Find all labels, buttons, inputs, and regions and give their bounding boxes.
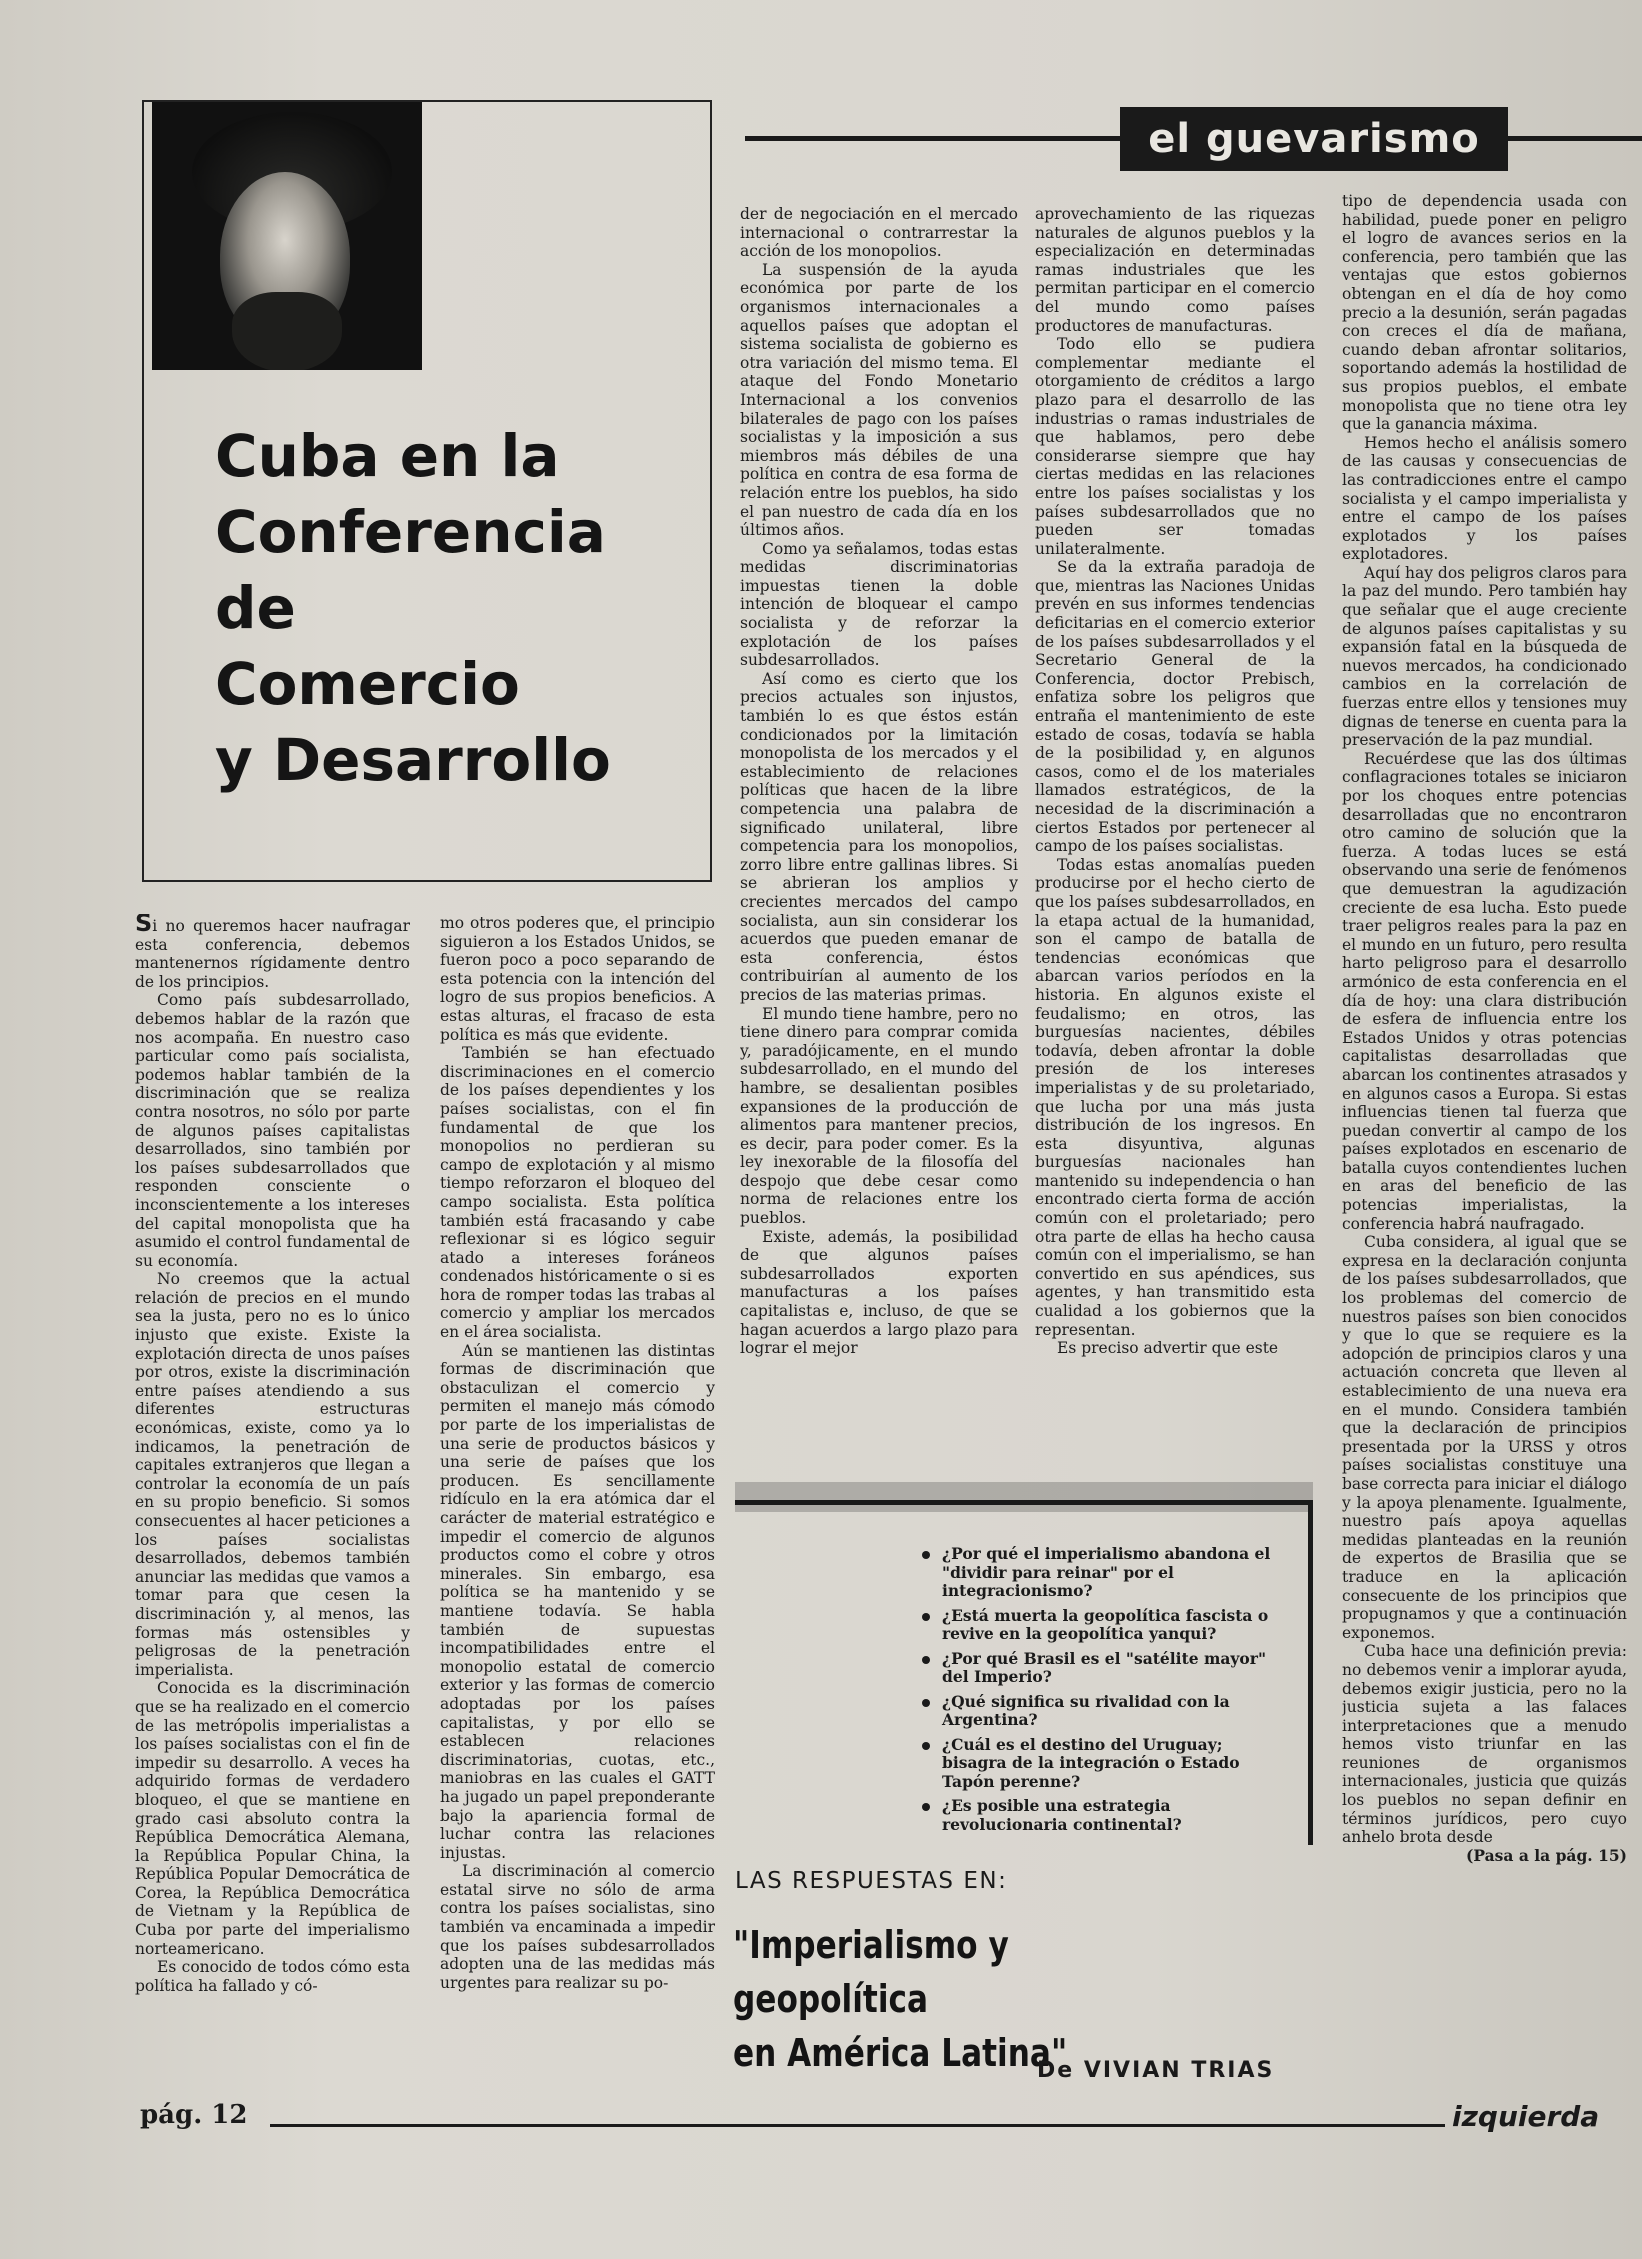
paragraph: Es preciso advertir que este <box>1057 1339 1279 1358</box>
paragraph: Todo ello se pudiera complementar mediante el otorgamiento de créditos a largo plazo para el desarrollo de las industrias o ramas industriales de que hablamos, pero debe considerarse siempre que hay ciertas medidas en las relaciones entre los países socialistas y los países subdesarrollados que no pueden ser tomadas unilateralmente. <box>1035 335 1315 558</box>
publication-name: izquierda <box>1452 2100 1600 2133</box>
title-line: y Desarrollo <box>215 726 611 794</box>
paragraph: Como país subdesarrollado, debemos hablar de la razón que nos acompaña. En nuestro caso particular como país socialista, podemos hablar también de la discriminación que se realiza contra nosotros, no sólo por parte de algunos países capitalistas desarrollados, sino también por los países subdesarrollados que responden consciente o inconscientemente a los intereses del capital monopolista que ha asumido el control fundamental de su economía. <box>135 991 410 1270</box>
paragraph: Aquí hay dos peligros claros para la paz del mundo. Pero también hay que señalar que el auge creciente de algunos países capitalistas y su expansión fatal en la búsqueda de nuevos mercados, ha condicionado cambios en la correlación de fuerzas entre ellos y tensiones muy dignas de tenerse en cuenta para la preservación de la paz mundial. <box>1342 563 1627 750</box>
title-line: Cuba en la <box>215 422 560 490</box>
continuation-note: (Pasa a la pág. 15) <box>1466 1845 1627 1865</box>
paragraph: der de negociación en el mercado internacional o contrarrestar la acción de los monopolios. <box>740 205 1018 261</box>
title-line: Comercio <box>215 650 520 718</box>
paragraph: Aún se mantienen las distintas formas de discriminación que obstaculizan el comercio y permiten el manejo más cómodo por parte de los imperialistas de una serie de productos básicos y una serie de países que los producen. Es sencillamente ridículo en la era atómica dar el carácter de material estratégico e impedir el comercio de algunos productos como el cobre y otros minerales. Sin embargo, esa política se ha mantenido y se mantiene todavía. Se habla también de supuestas incompatibilidades entre el monopolio estatal de comercio exterior y las formas de comercio adoptadas por los países capitalistas, y por ello se establecen relaciones discriminatorias, cuotas, etc., maniobras en las cuales el GATT ha jugado un papel preponderante bajo la apariencia formal de luchar contra las relaciones injustas. <box>440 1341 715 1862</box>
portrait-photo <box>152 102 422 370</box>
article-column-3 <box>740 205 1018 1505</box>
paragraph: Existe, además, la posibilidad de que algunos países subdesarrollados exporten manufacturas a los países capitalistas e, incluso, de que se hagan acuerdos a largo plazo para lograr el mejor <box>740 1227 1018 1358</box>
drop-cap: S <box>135 914 153 937</box>
ad-book-title-line: "Imperialismo y geopolítica <box>733 1923 1009 2021</box>
ad-question: ¿Está muerta la geopolítica fascista o revive en la geopolítica yanqui? <box>920 1607 1285 1644</box>
paragraph: La suspensión de la ayuda económica por parte de los organismos internacionales a aquellos países que adoptan el sistema socialista de gobierno es otra variación del mismo tema. El ataque del Fondo Monetario Internacional a los convenios bilaterales de pago con los países socialistas y la imposición a sus miembros más débiles de una política en contra de esa forma de relación entre los pueblos, ha sido el pan nuestro de cada día en los últimos años. <box>740 260 1018 540</box>
ad-question: ¿Cuál es el destino del Uruguay; bisagra de la integración o Estado Tapón perenne? <box>920 1736 1285 1792</box>
article-column-1 <box>135 914 410 2064</box>
paragraph: Como ya señalamos, todas estas medidas discriminatorias impuestas tienen la doble intención de bloquear el campo socialista y de reforzar la explotación de los países subdesarrollados. <box>740 539 1018 670</box>
ad-question: ¿Es posible una estrategia revolucionaria continental? <box>920 1797 1285 1834</box>
page-number: pág. 12 <box>140 2100 248 2130</box>
portrait-beard <box>232 292 342 370</box>
header-rule-right <box>1508 136 1642 141</box>
paragraph: Todas estas anomalías pueden producirse por el hecho cierto de que los países subdesarrollados, en la etapa actual de la humanidad, son el campo de batalla de tendencias económicas que abarcan varios períodos en la historia. En algunos existe el feudalismo; en otros, las burguesías nacientes, débiles todavía, deben afrontar la doble presión de los intereses imperialistas y de su proletariado, que lucha por una más justa distribución de los ingresos. En esta disyuntiva, algunas burguesías nacionales han mantenido su independencia o han encontrado cierta forma de acción común con el proletariado; pero otra parte de ellas ha hecho causa común con el imperialismo, se han convertido en sus apéndices, sus agentes, y han transmitido esta cualidad a los gobiernos que la representan. <box>1035 855 1315 1339</box>
ad-bleed-through <box>735 1482 1313 1512</box>
paragraph: Se da la extraña paradoja de que, mientras las Naciones Unidas prevén en sus informes tendencias deficitarias en el comercio exterior de los países subdesarrollados y el Secretario General de la Conferencia, doctor Prebisch, enfatiza sobre los peligros que entraña el mantenimiento de este estado de cosas, todavía se habla de la posibilidad y, en algunos casos, como el de los materiales llamados estratégicos, de la necesidad de la discriminación a ciertos Estados por pertenecer al campo de los países socialistas. <box>1035 558 1315 856</box>
paragraph: Hemos hecho el análisis somero de las causas y consecuencias de las contradicciones entre el campo socialista y el campo imperialista y entre el campo de los países explotados y los países explotadores. <box>1342 433 1627 564</box>
ad-book-title <box>733 1918 1192 2080</box>
footer-rule <box>270 2124 1445 2127</box>
paragraph: La discriminación al comercio estatal sirve no sólo de arma contra los países socialistas, sino también va encaminada a impedir que los países subdesarrollados adopten una de las medidas más urgentes para realizar su po- <box>440 1862 715 1992</box>
title-line: Conferencia <box>215 498 606 566</box>
ad-author: De VIVIAN TRIAS <box>1037 2058 1275 2083</box>
ad-question: ¿Por qué el imperialismo abandona el "dividir para reinar" por el integracionismo? <box>920 1545 1285 1601</box>
paragraph: aprovechamiento de las riquezas naturales de algunos pueblos y la especialización en determinadas ramas industriales que les permitan participar en el comercio del mundo como países productores de manufacturas. <box>1035 205 1315 335</box>
paragraph: El mundo tiene hambre, pero no tiene dinero para comprar comida y, paradójicamente, en el mundo subdesarrollado, en el mundo del hambre, se desalientan posibles expansiones de la producción de alimentos para mantener precios, es decir, para poder comer. Es la ley inexorable de la filosofía del despojo que debe cesar como norma de relaciones entre los pueblos. <box>740 1004 1018 1228</box>
article-column-4 <box>1035 205 1315 1505</box>
paragraph: Conocida es la discriminación que se ha realizado en el comercio de las metrópolis imperialistas a los países socialistas con el fin de impedir su desarrollo. A veces ha adquirido formas de verdadero bloqueo, el que se mantiene en grado casi absoluto contra la República Democrática Alemana, la República Popular China, la República Popular Democrática de Corea, la República Democrática de Vietnam y la República de Cuba por parte del imperialismo norteamericano. <box>135 1679 410 1958</box>
paragraph: mo otros poderes que, el principio siguieron a los Estados Unidos, se fueron poco a poco separando de esta potencia con la intención del logro de sus propios beneficios. A estas alturas, el fracaso de esta política es más que evidente. <box>440 914 715 1044</box>
paragraph <box>135 914 410 991</box>
article-column-2 <box>440 914 715 2064</box>
ad-book-title-line: en América Latina" <box>733 2031 1068 2075</box>
title-line: de <box>215 574 296 642</box>
paragraph-text: i no queremos hacer naufragar esta conferencia, debemos mantenernos rígidamente dentro de los principios. <box>135 917 410 991</box>
ad-lead: LAS RESPUESTAS EN: <box>735 1868 1008 1894</box>
paragraph: tipo de dependencia usada con habilidad, puede poner en peligro el logro de avances serios en la conferencia, pero también que las ventajas que estos gobiernos obtengan en el día de hoy como precio a la desunión, serán pagadas con creces el día de mañana, cuando deban afrontar solitarios, soportando además la hostilidad de sus propios pueblos, el embate monopolista que no tiene otra ley que la ganancia máxima. <box>1342 192 1627 434</box>
header-rule-left <box>745 136 1120 141</box>
paragraph: Cuba considera, al igual que se expresa en la declaración conjunta de los países subdesarrollados, que los problemas del comercio de nuestros países son bien conocidos y que lo que se requiere es la adopción de principios claros y una actuación concreta que lleven al establecimiento de una nueva era en el mundo. Considera también que la declaración de principios presentada por la URSS y otros países socialistas constituye una base correcta para iniciar el diálogo y la apoya plenamente. Igualmente, nuestro país apoya aquellas medidas planteadas en la reunión de expertos de Brasilia que se traduce en la aplicación consecuente de los principios que propugnamos y que a continuación exponemos. <box>1342 1233 1627 1642</box>
ad-question: ¿Por qué Brasil es el "satélite mayor" del Imperio? <box>920 1650 1285 1687</box>
ad-question-list <box>920 1545 1285 1840</box>
ad-question: ¿Qué significa su rivalidad con la Argentina? <box>920 1693 1285 1730</box>
ad-rule-right <box>1308 1500 1313 1845</box>
paragraph: Cuba hace una definición previa: no debemos venir a implorar ayuda, debemos exigir justicia, pero no la justicia sujeta a las falaces interpretaciones que a menudo hemos visto triunfar en las reuniones de organismos internacionales, justicia que quizás los pueblos no sepan definir en términos jurídicos, pero cuyo anhelo brota desde <box>1342 1642 1627 1847</box>
ad-rule-top <box>735 1500 1313 1505</box>
article-title <box>215 418 685 798</box>
paragraph: Es conocido de todos cómo esta política ha fallado y có- <box>135 1958 410 1995</box>
paragraph: También se han efectuado discriminaciones en el comercio de los países dependientes y los países socialistas, con el fin fundamental de que los monopolios no perdieran su campo de explotación y al mismo tiempo reforzaron el bloqueo del campo socialista. Esta política también está fracasando y cabe reflexionar si es lógico seguir atado a intereses foráneos condenados históricamente o si es hora de romper todas las trabas al comercio y ampliar los mercados en el área socialista. <box>440 1044 715 1342</box>
paragraph: Así como es cierto que los precios actuales son injustos, también lo es que éstos están condicionados por la limitación monopolista de los mercados y el establecimiento de relaciones políticas que hacen de la libre competencia una palabra de significado unilateral, libre competencia para los monopolios, zorro libre entre gallinas libres. Si se abrieran los amplios y crecientes mercados del campo socialista, aun sin considerar los acuerdos que pueden emanar de esta conferencia, éstos contribuirían al aumento de los precios de las materias primas. <box>740 669 1018 1004</box>
section-heading: el guevarismo <box>1120 107 1508 171</box>
paragraph: No creemos que la actual relación de precios en el mundo sea la justa, pero no es lo único injusto que existe. Existe la explotación directa de unos países por otros, existe la discriminación entre países atendiendo a sus diferentes estructuras económicas, existe, como ya lo indicamos, la penetración de capitales extranjeros que llegan a controlar la economía de un país en su propio beneficio. Si somos consecuentes al hacer peticiones a los países socialistas desarrollados, debemos también anunciar las medidas que vamos a tomar para que cesen la discriminación y, al menos, las formas más ostensibles y peligrosas de la penetración imperialista. <box>135 1270 410 1679</box>
paragraph: Recuérdese que las dos últimas conflagraciones totales se iniciaron por los choques entre potencias desarrolladas que no encontraron otro camino de solución que la fuerza. A todas luces se está observando una serie de fenómenos que demuestran la agudización creciente de esa lucha. Esto puede traer peligros reales para la paz en el mundo en un futuro, pero resulta harto peligroso para el desarrollo armónico de esta conferencia en el día de hoy: una clara distribución de esfera de influencia entre los Estados Unidos y otras potencias capitalistas desarrolladas que abarcan los continentes atrasados y en algunos casos a Europa. Si estas influencias tienen tal fuerza que puedan convertir al campo de los países explotados en escenario de batalla cuyos contendientes luchen en aras del beneficio de las potencias imperialistas, la conferencia habrá naufragado. <box>1342 749 1627 1233</box>
article-column-5 <box>1342 192 1627 2077</box>
